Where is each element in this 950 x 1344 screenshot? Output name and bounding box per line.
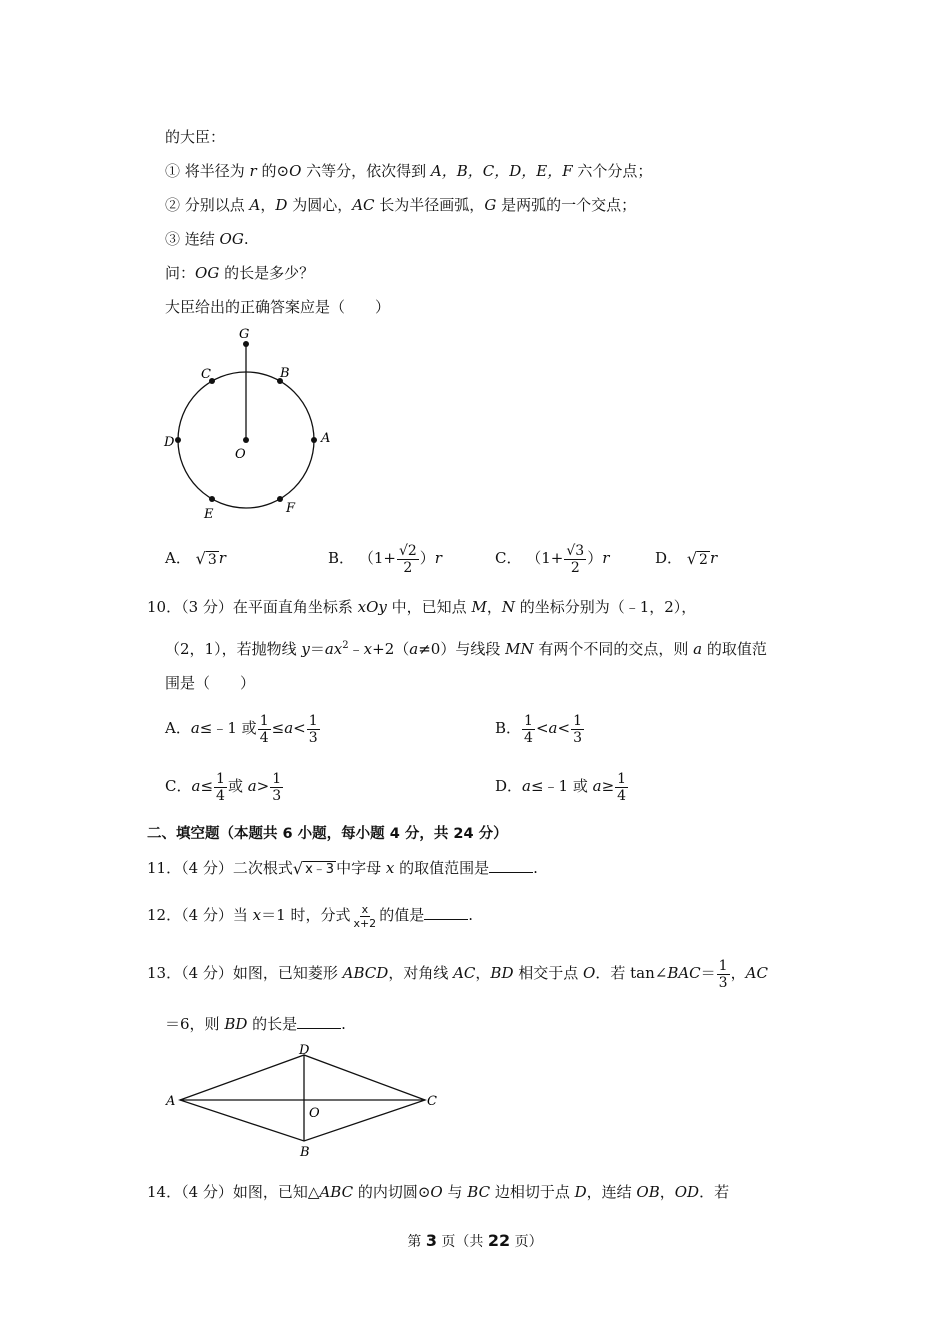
text: （1+ [526, 549, 564, 567]
var-xOy: xOy [357, 598, 387, 616]
text: . [341, 1015, 346, 1033]
text: ．若 [699, 1183, 730, 1201]
var-a: a [522, 777, 531, 795]
text: ﹣ [348, 640, 364, 658]
label-D: D [164, 435, 175, 450]
radicand: 2 [699, 552, 708, 568]
total-pages: 22 [487, 1231, 511, 1250]
denominator: 4 [617, 787, 627, 804]
label-C: C [427, 1094, 437, 1109]
var-r: r [249, 162, 257, 180]
q9-prompt: 大臣给出的正确答案应是（ ） [165, 298, 391, 316]
var-AC: AC [352, 196, 375, 214]
q13-rhombus-figure [160, 1040, 450, 1165]
fraction [615, 771, 628, 804]
text: ，对角线 [388, 964, 454, 982]
section-2-heading: 二、填空题（本题共 6 小题，每小题 4 分，共 24 分） [147, 826, 508, 842]
text: < [557, 719, 571, 737]
q9-step-1 [165, 161, 652, 181]
text: ≤ [271, 719, 285, 737]
exponent: 2 [342, 640, 349, 651]
points-list: A，B，C，D，E，F [430, 162, 573, 180]
text: 的⊙ [256, 162, 290, 180]
page-number: 3 [425, 1231, 437, 1250]
text: ≤﹣1 或 [530, 777, 593, 795]
denominator: 3 [308, 729, 318, 746]
var-a: a [693, 640, 703, 658]
text: ≤ [200, 777, 214, 795]
text: 与 [442, 1183, 468, 1201]
point-E [209, 496, 215, 502]
numerator: 1 [259, 712, 269, 729]
var-OB: OB [636, 1183, 660, 1201]
q9-circle-figure [160, 322, 340, 522]
denominator: 2 [570, 559, 580, 576]
q10-option-d[interactable] [495, 768, 629, 804]
var-a: a [409, 640, 419, 658]
text: 有两个不同的交点，则 [533, 640, 694, 658]
var-y: y [301, 640, 310, 658]
q9-option-b[interactable] [328, 540, 442, 576]
text: 第 [407, 1234, 426, 1250]
point-A [311, 437, 317, 443]
numerator: x [361, 902, 369, 916]
label-B: B [280, 366, 290, 381]
var-ABCD: ABCD [342, 964, 389, 982]
page-footer [0, 1231, 950, 1252]
q9-option-a[interactable] [165, 548, 226, 568]
text: 的坐标分别为（﹣1，2）， [514, 598, 697, 616]
q13-line-2 [165, 1014, 346, 1034]
text: +2（ [372, 640, 410, 658]
q10-option-a[interactable] [165, 710, 321, 746]
var-BD: BD [224, 1015, 248, 1033]
option-label: A． [165, 719, 191, 737]
q9-line-0: 的大臣： [165, 128, 226, 146]
option-label: B． [328, 549, 355, 567]
text: 的内切圆⊙ [353, 1183, 431, 1201]
text: ＝ [309, 640, 325, 658]
q11 [147, 858, 538, 878]
radicand: 3 [207, 552, 217, 568]
var-a: a [247, 777, 257, 795]
var-a: a [592, 777, 602, 795]
text: 六等分，依次得到 [301, 162, 431, 180]
text: ， [475, 964, 491, 982]
text: ， [486, 598, 502, 616]
option-label: C． [165, 777, 192, 795]
denominator: 4 [216, 787, 225, 804]
label-G: G [239, 327, 250, 342]
text: ， [659, 1183, 675, 1201]
var-a: a [548, 719, 558, 737]
var-BC: BC [467, 1183, 491, 1201]
option-label: D． [655, 549, 683, 567]
label-O: O [309, 1106, 320, 1121]
var-r: r [218, 549, 226, 567]
numerator: 1 [524, 712, 533, 729]
text: 的取值范 [702, 640, 767, 658]
text: 11．（4 分）二次根式 [147, 859, 293, 877]
text: 的长是多少？ [219, 264, 315, 282]
point-D [175, 437, 181, 443]
fraction [351, 903, 378, 930]
fraction [571, 713, 584, 746]
fraction [397, 543, 419, 576]
numerator: 1 [573, 712, 582, 729]
var-A: A [249, 196, 261, 214]
q14 [147, 1182, 729, 1202]
var-OG: OG [195, 264, 220, 282]
radicand: x﹣3 [305, 862, 335, 877]
q10-line-1 [147, 597, 696, 617]
q10-option-c[interactable] [165, 768, 284, 804]
numerator: 1 [617, 770, 627, 787]
var-a: a [190, 719, 200, 737]
label-E: E [204, 507, 214, 522]
var-r: r [602, 549, 610, 567]
text: > [256, 777, 270, 795]
text: ③ 连结 [165, 230, 220, 248]
label-D: D [299, 1043, 310, 1058]
var-a: a [191, 777, 201, 795]
label-A: A [321, 431, 331, 446]
text: 中字母 [336, 859, 386, 877]
text: . [468, 906, 473, 924]
text: < [293, 719, 306, 737]
text: ＝1 时，分式 [261, 906, 351, 924]
var-x: x [252, 906, 262, 924]
fraction [307, 713, 320, 746]
label-F: F [286, 501, 296, 516]
text: 页） [510, 1234, 543, 1250]
q9-question [165, 263, 314, 283]
var-D: D [275, 196, 288, 214]
var-OG: OG [219, 230, 244, 248]
numerator: √3 [566, 542, 585, 559]
option-label: B． [495, 719, 522, 737]
var-x: x [385, 859, 395, 877]
q10-line-2 [165, 636, 767, 659]
q10-line-3: 围是（ ） [165, 674, 256, 692]
var-D: D [574, 1183, 587, 1201]
var-N: N [501, 598, 515, 616]
label-C: C [201, 367, 211, 382]
option-label: C． [495, 549, 522, 567]
fraction [564, 543, 586, 576]
fraction [258, 713, 271, 746]
text: ，连结 [586, 1183, 637, 1201]
text: ① 将半径为 [165, 162, 250, 180]
text: ） [587, 549, 603, 567]
label-O: O [235, 447, 246, 462]
text: ② 分别以点 [165, 196, 250, 214]
rhombus [180, 1055, 425, 1141]
q12 [147, 897, 473, 933]
numerator: 1 [216, 770, 225, 787]
text: 10．（3 分）在平面直角坐标系 [147, 598, 358, 616]
text: . [533, 859, 538, 877]
text: 边相切于点 [490, 1183, 575, 1201]
text: ） [419, 549, 435, 567]
text: （2，1），若抛物线 [165, 640, 302, 658]
q9-option-d[interactable] [655, 548, 717, 568]
var-O: O [430, 1183, 443, 1201]
text: ＝6，则 [165, 1015, 225, 1033]
text: ≤﹣1 或 [199, 719, 257, 737]
sqrt: √ x﹣3 [292, 859, 335, 878]
label-B: B [300, 1145, 310, 1160]
text: ＝ [700, 964, 716, 982]
q9-option-c[interactable] [495, 540, 609, 576]
var-G: G [484, 196, 497, 214]
text: ， [730, 964, 746, 982]
text: 12．（4 分）当 [147, 906, 253, 924]
var-BAC: BAC [667, 964, 701, 982]
var-r: r [709, 549, 718, 567]
text: 中，已知点 [386, 598, 472, 616]
text: . [243, 230, 249, 248]
var-M: M [471, 598, 487, 616]
q10-option-b[interactable] [495, 710, 585, 746]
denominator: 4 [259, 729, 269, 746]
answer-blank[interactable] [297, 1014, 341, 1029]
var-ABC: ABC [319, 1183, 354, 1201]
text: 13．（4 分）如图，已知菱形 [147, 964, 343, 982]
text: 的长是 [247, 1015, 298, 1033]
text: ．若 tan∠ [595, 964, 668, 982]
text: ≥ [601, 777, 615, 795]
point-O [243, 437, 249, 443]
text: 长为半径画弧， [374, 196, 485, 214]
var-MN: MN [505, 640, 534, 658]
text: 页（共 [436, 1234, 488, 1250]
var-AC: AC [453, 964, 476, 982]
var-ax: ax [324, 640, 343, 658]
numerator: 1 [272, 770, 282, 787]
text: ≠0）与线段 [418, 640, 506, 658]
sqrt: √ 3 [195, 549, 217, 568]
denominator: 3 [718, 974, 728, 991]
fraction [214, 771, 227, 804]
text: 六个分点； [572, 162, 653, 180]
sqrt: √ 2 [686, 549, 708, 568]
fraction [522, 713, 535, 746]
text: 是两弧的一个交点； [496, 196, 637, 214]
text: 的取值范围是 [394, 859, 490, 877]
answer-blank[interactable] [424, 905, 468, 920]
q9-step-2 [165, 195, 636, 215]
var-O: O [289, 162, 302, 180]
text: （1+ [358, 549, 396, 567]
numerator: 1 [718, 957, 728, 974]
label-A: A [166, 1094, 176, 1109]
q9-step-3 [165, 229, 249, 249]
var-AC: AC [745, 964, 768, 982]
denominator: x+2 [353, 916, 377, 930]
text: 14．（4 分）如图，已知△ [147, 1183, 320, 1201]
var-OD: OD [674, 1183, 700, 1201]
text: 相交于点 [513, 964, 584, 982]
denominator: 3 [272, 787, 282, 804]
var-a: a [284, 719, 294, 737]
text: ， [260, 196, 276, 214]
denominator: 3 [573, 729, 582, 746]
text: < [535, 719, 549, 737]
point-F [277, 496, 283, 502]
var-r: r [434, 549, 442, 567]
numerator: √2 [398, 542, 417, 559]
answer-blank[interactable] [489, 858, 533, 873]
text: 问： [165, 264, 196, 282]
var-O: O [583, 964, 596, 982]
var-x: x [363, 640, 373, 658]
numerator: 1 [308, 712, 318, 729]
var-BD: BD [490, 964, 514, 982]
text: 的值是 [379, 906, 425, 924]
text: 或 [227, 777, 248, 795]
q13-line-1 [147, 955, 768, 991]
denominator: 2 [403, 559, 413, 576]
denominator: 4 [524, 729, 533, 746]
fraction [270, 771, 283, 804]
fraction [717, 958, 730, 991]
text: 为圆心， [287, 196, 353, 214]
option-label: D． [495, 777, 523, 795]
option-label: A． [165, 549, 191, 567]
